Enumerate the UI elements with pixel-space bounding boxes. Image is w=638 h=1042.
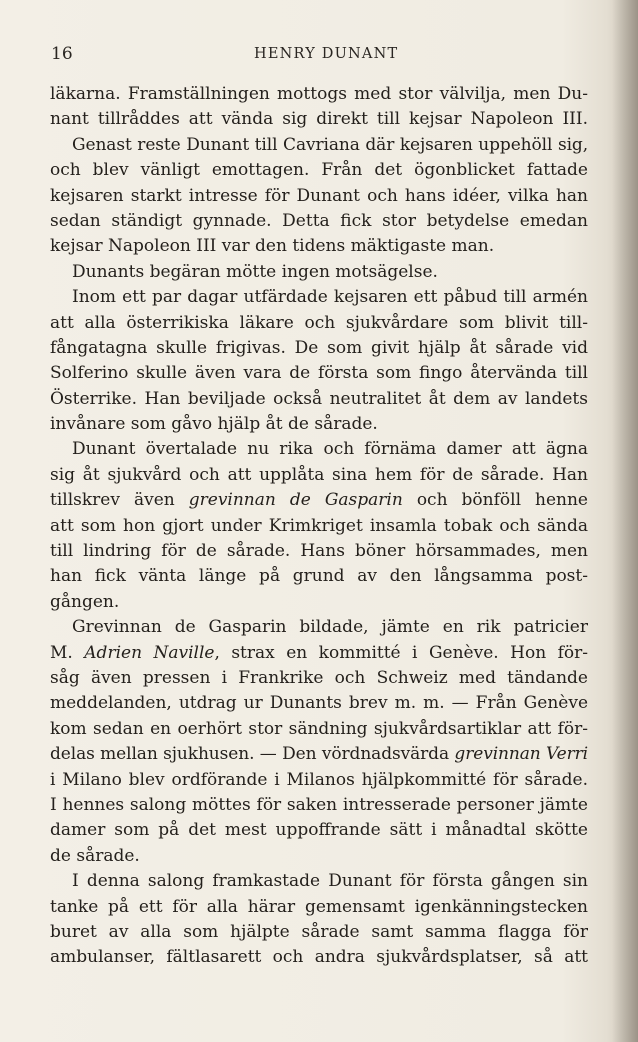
text-line <box>50 234 588 259</box>
text-line <box>50 514 588 539</box>
text-segment: sedan ständigt gynnade. Detta fick stor betydelse emedan <box>50 210 588 231</box>
text-line <box>50 793 588 818</box>
text-segment: kejsar Napoleon III var den tidens mäktigaste man. <box>50 236 495 257</box>
text-segment: han fick vänta länge på grund av den långsamma post- <box>50 566 588 587</box>
running-head: HENRY DUNANT <box>254 46 399 62</box>
text-segment: delas mellan sjukhusen. — Den vördnadsvärda <box>50 744 455 765</box>
text-line <box>50 311 588 336</box>
page-number: 16 <box>51 44 73 64</box>
text-line <box>50 260 588 285</box>
text-segment: kom sedan en oerhört stor sändning sjukvårdsartiklar att för- <box>50 718 588 739</box>
text-line <box>50 742 588 767</box>
text-line <box>50 336 588 361</box>
text-line <box>50 158 588 183</box>
text-segment: meddelanden, utdrag ur Dunants brev m. m. — Från Genève <box>50 693 588 714</box>
text-line <box>50 184 588 209</box>
text-segment: Grevinnan de Gasparin bildade, jämte en rik patricier <box>72 617 588 638</box>
page-header <box>48 44 588 66</box>
text-line <box>50 564 588 589</box>
text-segment: i Milano blev ordförande i Milanos hjälpkommitté för sårade. <box>50 769 588 790</box>
text-line <box>50 463 588 488</box>
italic-name: Adrien Naville <box>84 642 215 663</box>
page-edge-shadow <box>612 0 638 1042</box>
text-segment: Österrike. Han beviljade också neutralitet åt dem av landets <box>50 388 588 409</box>
text-segment: läkarna. Framställningen mottogs med stor välvilja, men Du- <box>50 84 588 104</box>
text-line <box>50 209 588 234</box>
text-segment: invånare som gåvo hjälp åt de sårade. <box>50 414 378 435</box>
text-line <box>50 666 588 691</box>
text-line <box>50 488 588 513</box>
text-line <box>50 869 588 894</box>
text-segment: Dunant övertalade nu rika och förnäma damer att ägna <box>72 439 588 460</box>
text-line <box>50 437 588 462</box>
text-line <box>50 691 588 716</box>
text-line <box>50 717 588 742</box>
text-line <box>50 945 588 970</box>
text-segment: och bönföll henne <box>402 490 588 511</box>
text-segment: ambulanser, fältlasarett och andra sjukvårdsplatser, så att <box>50 947 588 968</box>
text-line <box>50 615 588 640</box>
text-segment: de sårade. <box>50 845 140 866</box>
text-segment: I hennes salong möttes för saken intresserade personer jämte <box>50 794 588 815</box>
text-line <box>50 818 588 843</box>
text-line <box>50 133 588 158</box>
text-segment: att alla österrikiska läkare och sjukvårdare som blivit till- <box>50 312 588 333</box>
italic-name: grevinnan Verri <box>454 744 588 765</box>
text-segment: damer som på det mest uppoffrande sätt i månadtal skötte <box>50 820 588 841</box>
text-segment: sig åt sjukvård och att upplåta sina hem för de sårade. Han <box>50 464 588 485</box>
text-line <box>50 82 588 107</box>
text-line <box>50 768 588 793</box>
body-text <box>50 82 588 971</box>
text-line <box>50 412 588 437</box>
italic-name: grevinnan de Gasparin <box>188 490 403 511</box>
text-segment: Genast reste Dunant till Cavriana där kejsaren uppehöll sig, <box>72 134 588 155</box>
text-segment: tillskrev även <box>50 490 189 511</box>
text-segment: M. <box>50 642 85 663</box>
text-line <box>50 641 588 666</box>
text-segment: att som hon gjort under Krimkriget insamla tobak och sända <box>50 515 588 536</box>
text-segment: såg även pressen i Frankrike och Schweiz med tändande <box>50 667 588 688</box>
text-segment: gången. <box>50 591 120 612</box>
text-line <box>50 387 588 412</box>
text-segment: kejsaren starkt intresse för Dunant och hans idéer, vilka han <box>50 185 588 206</box>
text-segment: fångatagna skulle frigivas. De som givit hjälp åt sårade vid <box>50 337 588 358</box>
text-line <box>50 590 588 615</box>
text-line <box>50 920 588 945</box>
text-line <box>50 539 588 564</box>
text-segment: Solferino skulle även vara de första som fingo återvända till <box>50 363 588 384</box>
text-segment: I denna salong framkastade Dunant för första gången sin <box>72 871 588 892</box>
text-segment: buret av alla som hjälpte sårade samt samma flagga för <box>50 921 588 942</box>
text-segment: Inom ett par dagar utfärdade kejsaren ett påbud till armén <box>72 287 588 308</box>
text-line <box>50 361 588 386</box>
text-segment: Dunants begäran mötte ingen motsägelse. <box>72 261 438 282</box>
text-line <box>50 107 588 132</box>
text-line <box>50 895 588 920</box>
text-segment: och blev vänligt emottagen. Från det ögonblicket fattade <box>50 160 588 181</box>
text-line <box>50 285 588 310</box>
text-segment: tanke på ett för alla härar gemensamt igenkänningstecken <box>50 896 588 917</box>
text-segment: , strax en kommitté i Genève. Hon för- <box>214 642 588 663</box>
text-segment: nant tillråddes att vända sig direkt till kejsar Napoleon III. <box>50 109 588 130</box>
text-line <box>50 844 588 869</box>
text-segment: till lindring för de sårade. Hans böner hörsammades, men <box>50 541 588 562</box>
